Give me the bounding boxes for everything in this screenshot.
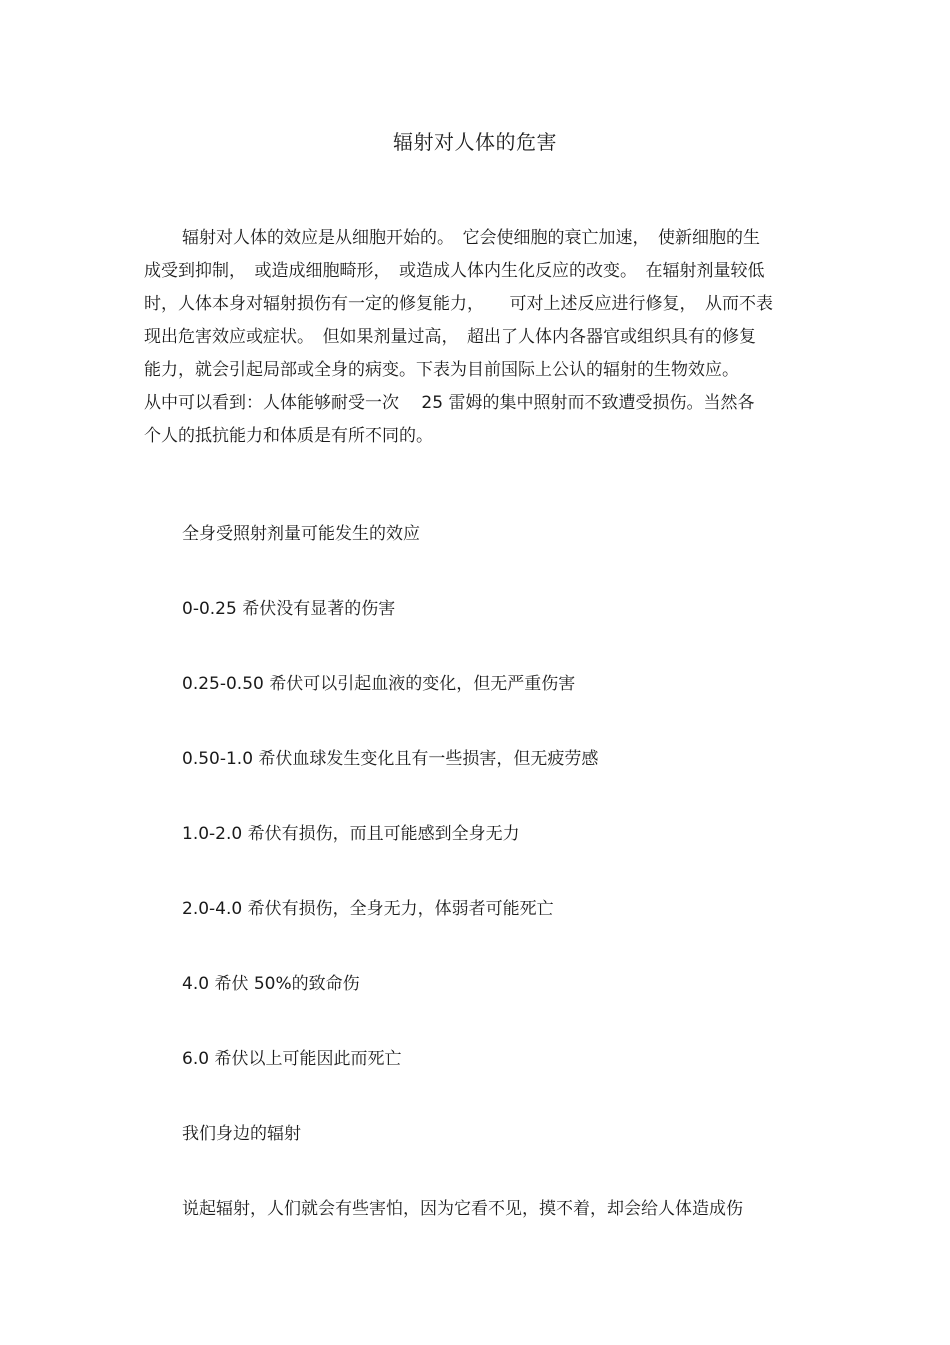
document-title: 辐射对人体的危害 <box>393 130 557 154</box>
dose-effect-item: 2.0-4.0 希伏有损伤，全身无力，体弱者可能死亡 <box>182 899 554 919</box>
intro-line: 时，人体本身对辐射损伤有一定的修复能力， 可对上述反应进行修复， 从而不表 <box>144 294 773 314</box>
dose-effect-item: 0-0.25 希伏没有显著的伤害 <box>182 599 396 619</box>
section-paragraph-line: 说起辐射，人们就会有些害怕，因为它看不见，摸不着，却会给人体造成伤 <box>182 1199 743 1219</box>
dose-effect-item: 0.50-1.0 希伏血球发生变化且有一些损害，但无疲劳感 <box>182 749 599 769</box>
intro-line: 现出危害效应或症状。 但如果剂量过高， 超出了人体内各器官或组织具有的修复 <box>144 327 756 347</box>
intro-line: 成受到抑制， 或造成细胞畸形， 或造成人体内生化反应的改变。 在辐射剂量较低 <box>144 261 765 281</box>
intro-line: 个人的抵抗能力和体质是有所不同的。 <box>144 426 433 446</box>
intro-paragraph <box>144 222 808 453</box>
dose-effect-item: 4.0 希伏 50%的致命伤 <box>182 974 360 994</box>
dose-effect-item: 0.25-0.50 希伏可以引起血液的变化，但无严重伤害 <box>182 674 576 694</box>
intro-line: 能力，就会引起局部或全身的病变。下表为目前国际上公认的辐射的生物效应。 <box>144 360 739 380</box>
dose-effect-item: 6.0 希伏以上可能因此而死亡 <box>182 1049 402 1069</box>
dose-effect-item: 1.0-2.0 希伏有损伤，而且可能感到全身无力 <box>182 824 520 844</box>
intro-line: 从中可以看到：人体能够耐受一次 25 雷姆的集中照射而不致遭受损伤。当然各 <box>144 393 755 413</box>
intro-line: 辐射对人体的效应是从细胞开始的。 它会使细胞的衰亡加速， 使新细胞的生 <box>182 228 760 248</box>
table-heading: 全身受照射剂量可能发生的效应 <box>182 524 420 544</box>
section-heading: 我们身边的辐射 <box>182 1124 301 1144</box>
